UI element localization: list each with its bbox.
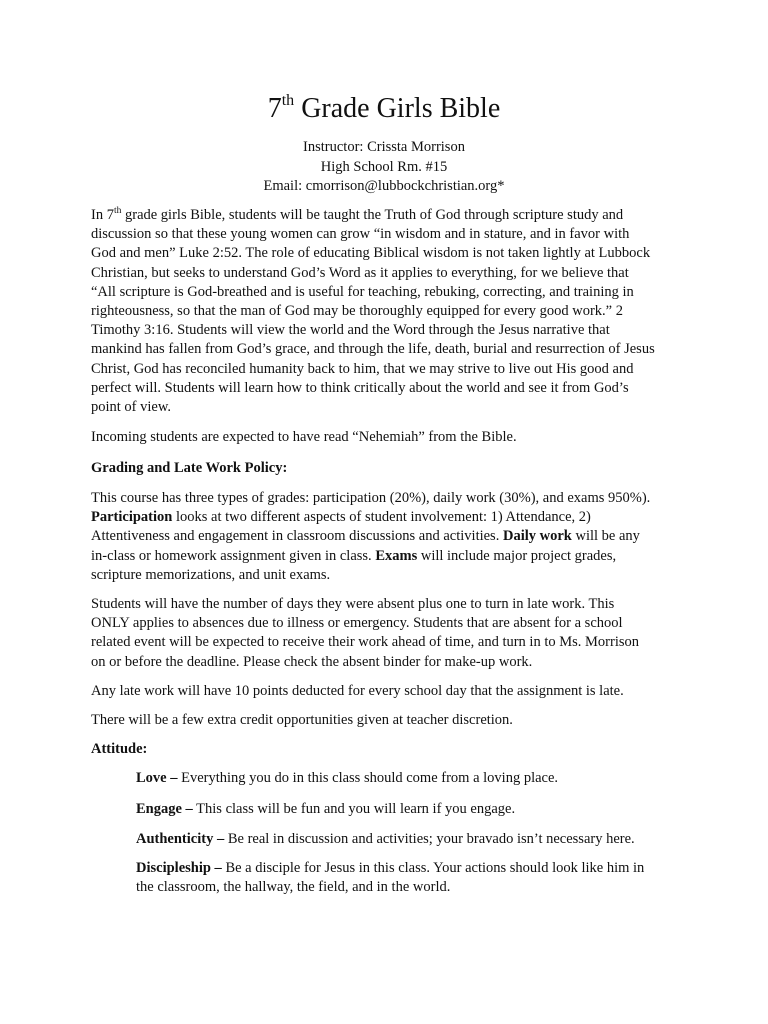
instructor-line: Instructor: Crissta Morrison bbox=[303, 139, 465, 155]
title-number: 7 bbox=[267, 93, 282, 124]
attitude-item-love: Love – Everything you do in this class should come from a loving place. bbox=[136, 770, 559, 786]
attitude-item-authenticity: Authenticity – Be real in discussion and activities; your bravado isn’t necessary here. bbox=[136, 831, 635, 847]
intro-line: discussion so that these young women can grow “in wisdom and in stature, and in favor with bbox=[91, 226, 630, 243]
intro-line: In 7th grade girls Bible, students will be taught the Truth of God through scripture study and bbox=[91, 206, 624, 223]
daily-work-term: Daily work bbox=[502, 528, 572, 545]
exams-term: Exams bbox=[375, 547, 418, 564]
intro-line: righteousness, so that the man of God may be thoroughly equipped for every good work.” 2 bbox=[91, 303, 623, 320]
intro-line: “All scripture is God-breathed and is useful for teaching, rebuking, correcting, and training in bbox=[91, 283, 634, 300]
title-ordinal-suffix: th bbox=[281, 92, 295, 109]
intro-line: God and men” Luke 2:52. The role of educating Biblical wisdom is not taken lightly at Lubbock bbox=[91, 245, 651, 262]
intro-line: mankind has fallen from God’s grace, and through the life, death, burial and resurrection of Jesus bbox=[91, 341, 655, 358]
late-work-paragraph: Students will have the number of days they were absent plus one to turn in late work. This ONLY applies to absences due to illness or emergency. Students that are absent for a school related event will be expected to receive their work ahead of time, and turn in to Ms. Morrison on or before the deadline. Please check the absent binder for make-up work. bbox=[91, 596, 639, 670]
grading-paragraph: This course has three types of grades: participation (20%), daily work (30%), and exams 950%). Participation looks at two different aspects of student involvement: 1) Attendance, 2) Attentiveness and engagement in classroom discussions and activities. Daily work will be any in-class or homework assignment given in class. Exams will include major project grades, scripture memorizations, and unit exams. bbox=[91, 490, 651, 583]
late-deduction-note: Any late work will have 10 points deducted for every school day that the assignment is late. bbox=[91, 683, 624, 699]
attitude-item-engage: Engage – This class will be fun and you will learn if you engage. bbox=[136, 801, 516, 817]
incoming-reading-note: Incoming students are expected to have read “Nehemiah” from the Bible. bbox=[91, 429, 517, 445]
page-title bbox=[0, 92, 768, 126]
intro-line: Christian, but seeks to understand God’s Word as it applies to everything, for we believe that bbox=[91, 264, 629, 281]
grading-heading: Grading and Late Work Policy: bbox=[91, 460, 288, 476]
course-header bbox=[0, 138, 768, 197]
title-text: Grade Girls Bible bbox=[294, 93, 501, 124]
attitude-item-discipleship: Discipleship – Be a disciple for Jesus in this class. Your actions should look like him in the classroom, the hallway, the field, and in the world. bbox=[136, 860, 645, 896]
email-line: Email: cmorrison@lubbockchristian.org* bbox=[263, 178, 505, 194]
extra-credit-note: There will be a few extra credit opportunities given at teacher discretion. bbox=[91, 712, 513, 728]
intro-line: Christ, God has reconciled humanity back to him, that we may strive to live out His good and bbox=[91, 360, 634, 377]
attitude-heading: Attitude: bbox=[91, 741, 148, 757]
intro-line: point of view. bbox=[91, 399, 172, 416]
intro-line: Timothy 3:16. Students will view the world and the Word through the Jesus narrative that bbox=[91, 322, 610, 339]
participation-term: Participation bbox=[91, 509, 173, 526]
intro-line: perfect will. Students will learn how to think critically about the world and see it from God’s bbox=[91, 379, 629, 396]
intro-paragraph bbox=[91, 206, 681, 417]
room-line: High School Rm. #15 bbox=[320, 158, 448, 175]
